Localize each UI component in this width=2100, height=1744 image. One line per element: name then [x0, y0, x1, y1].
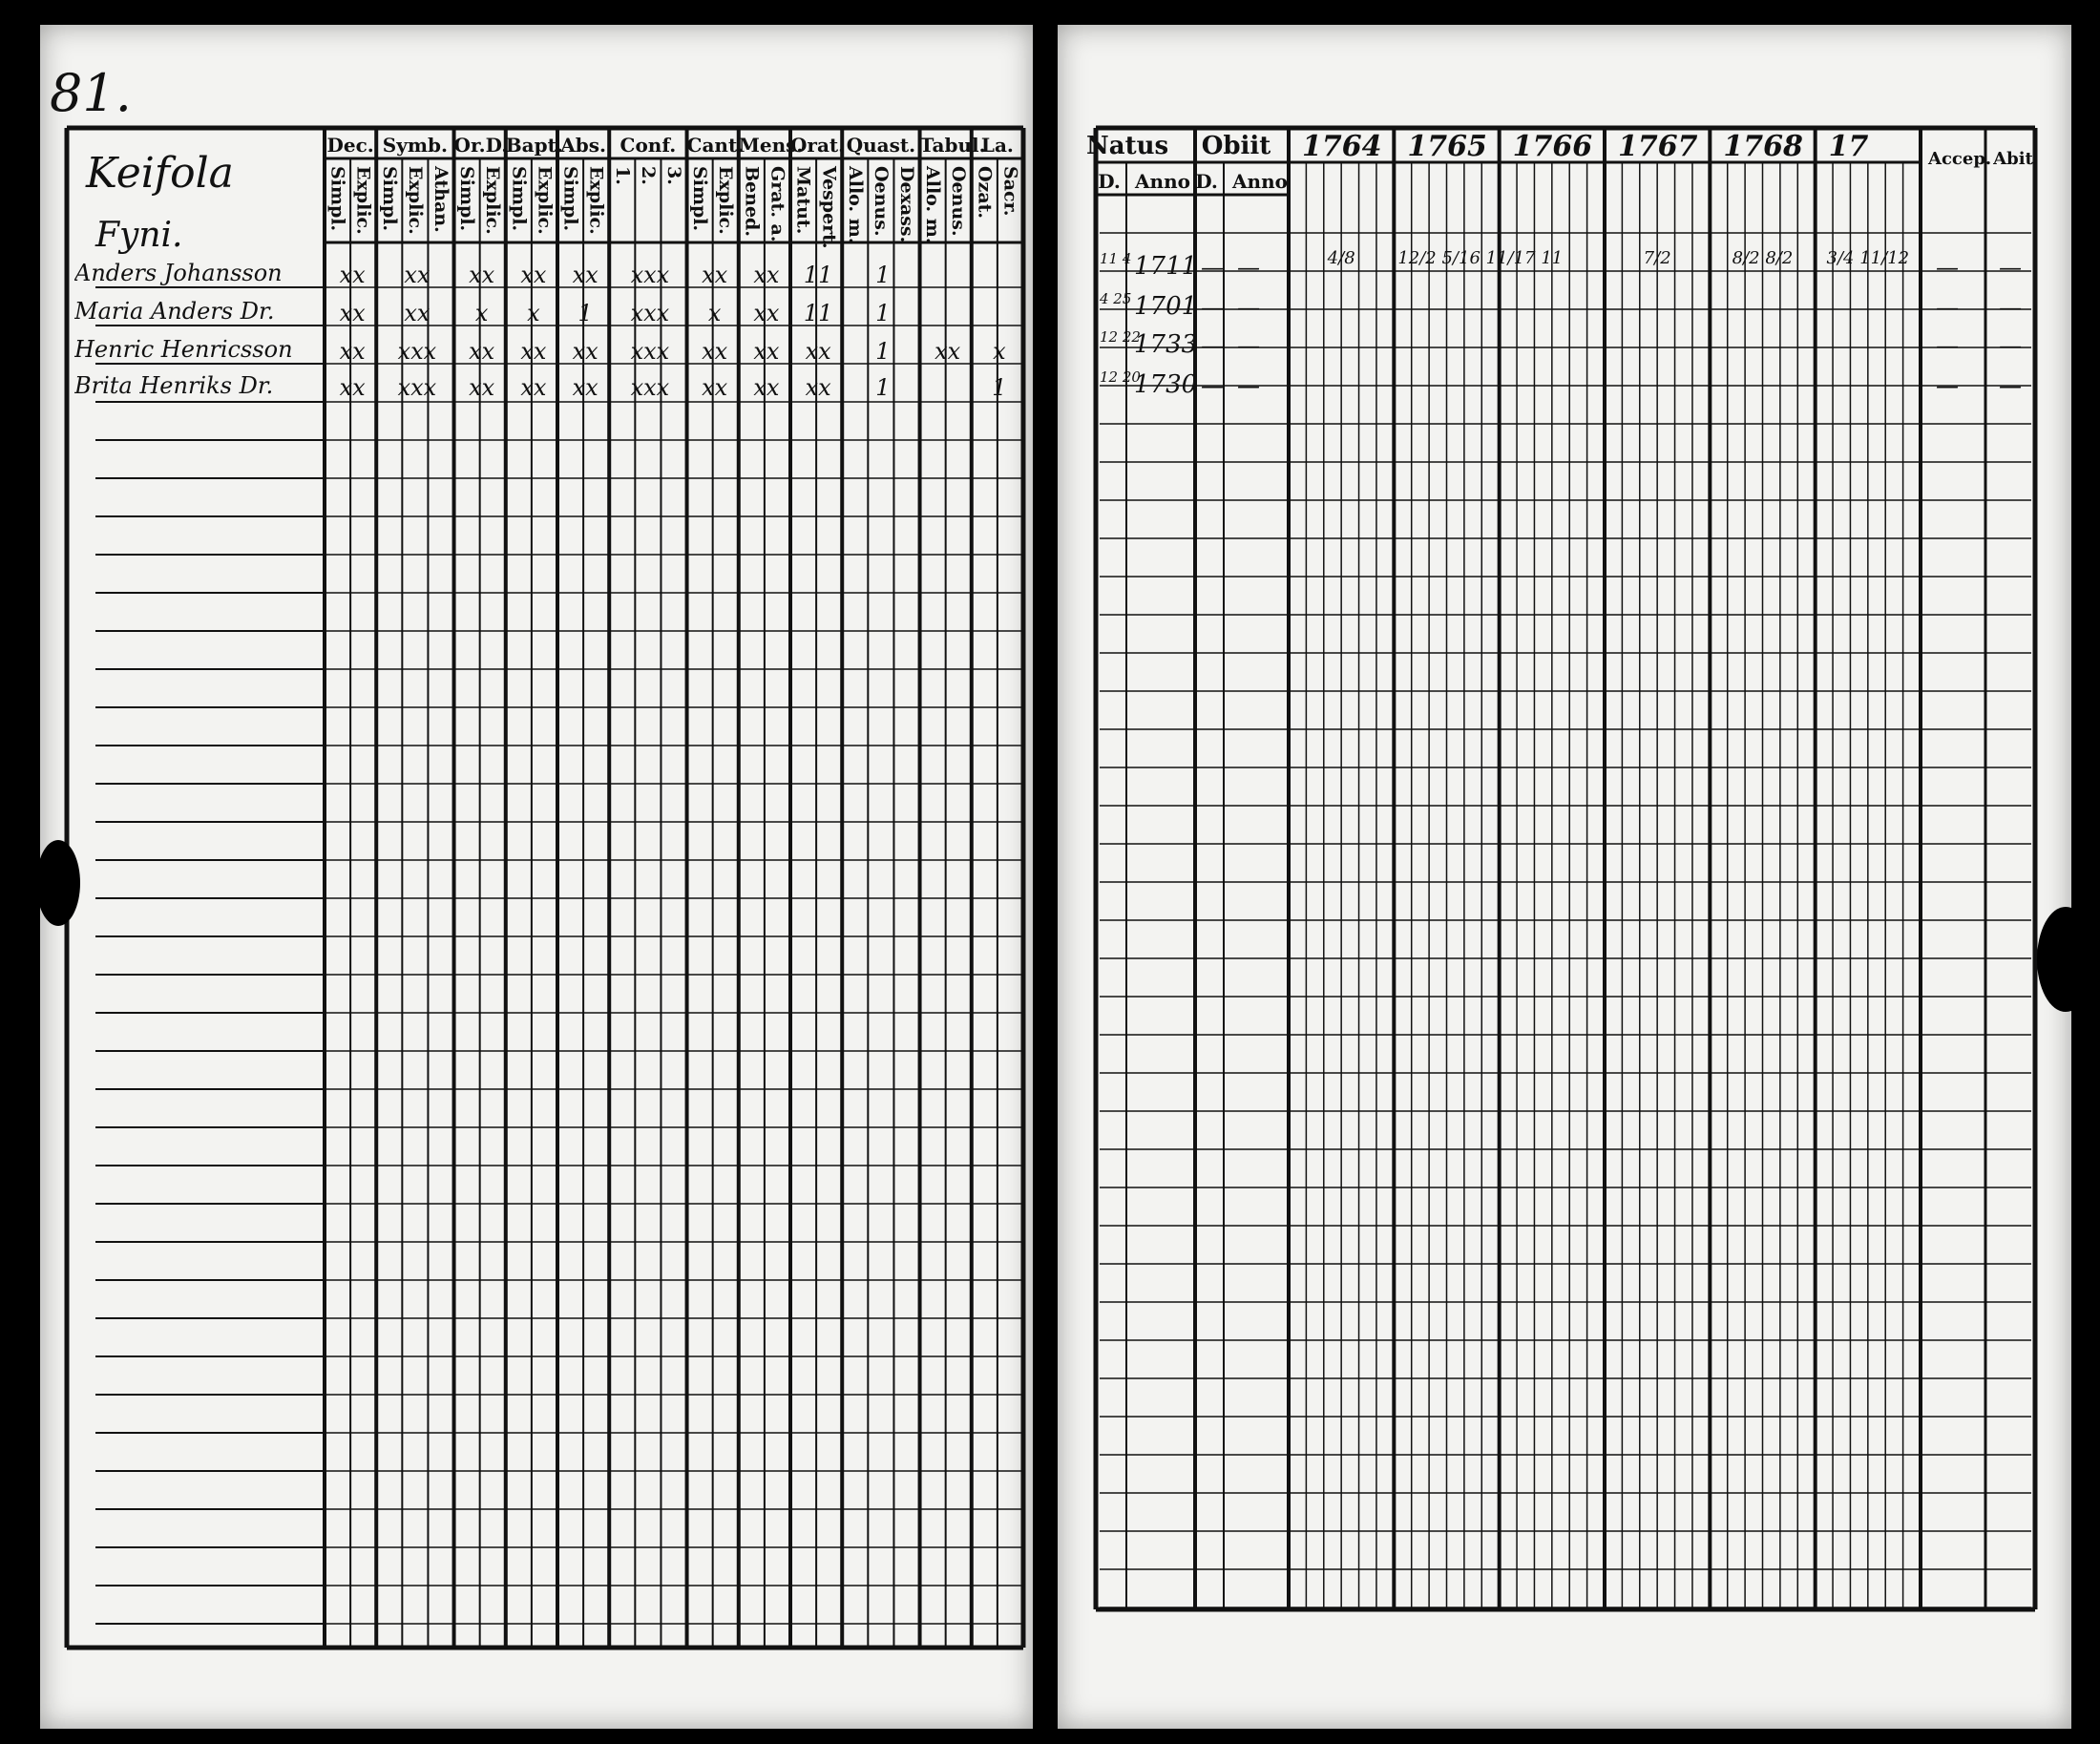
sub-header: 2.	[637, 166, 659, 185]
exam-mark: x	[474, 300, 489, 326]
accept-cell: —	[1936, 372, 1959, 399]
exam-mark: xx	[339, 300, 366, 326]
exam-mark: xx	[572, 262, 598, 288]
person-name: Brita Henriks Dr.	[74, 372, 274, 399]
village-sub-label: Fyni.	[95, 216, 183, 255]
exam-mark: xx	[339, 338, 366, 365]
sub-header: Sacr.	[999, 166, 1021, 217]
exam-mark: xx	[753, 338, 780, 365]
accept-cell: —	[1936, 254, 1959, 281]
group-header: La.	[980, 134, 1014, 157]
exam-mark: xx	[339, 374, 366, 401]
group-header: Symb.	[382, 134, 448, 157]
sub-header: Grat. a.	[766, 166, 788, 242]
natus-year-header: Anno	[1135, 170, 1190, 193]
exam-mark: xx	[404, 262, 430, 288]
sub-header: Explic.	[585, 166, 607, 235]
village-label: Keifola	[86, 149, 234, 198]
exam-mark: xxx	[630, 338, 670, 365]
sub-header: Simpl.	[378, 166, 400, 232]
natus-header: Natus	[1086, 132, 1169, 160]
sub-header: Simpl.	[559, 166, 581, 232]
sub-header: Allo. m.	[844, 166, 866, 244]
abit-cell: —	[1999, 254, 2022, 281]
birth-year: 1711	[1134, 252, 1198, 281]
group-header: Abs.	[560, 134, 606, 157]
sub-header: Matut.	[792, 166, 814, 235]
year-entry: 3/4 11/12	[1826, 248, 1910, 268]
birth-year: 1701	[1134, 292, 1198, 321]
year-header: 1768	[1723, 130, 1803, 163]
exam-mark: 1	[875, 374, 891, 401]
birth-day: 12 22	[1100, 328, 1141, 346]
abit-header: Abit	[1993, 149, 2033, 169]
year-header: 17	[1828, 130, 1869, 163]
group-header: Conf.	[620, 134, 677, 157]
exam-mark: xx	[469, 374, 495, 401]
birth-year: 1733	[1134, 330, 1198, 359]
birth-day: 11 4	[1100, 250, 1132, 267]
group-header: Dec.	[326, 134, 374, 157]
person-name: Anders Johansson	[74, 260, 283, 286]
exam-mark: xx	[520, 374, 547, 401]
sub-header: Oenus.	[870, 166, 892, 237]
person-name: Henric Henricsson	[74, 336, 293, 363]
exam-mark: xx	[702, 338, 728, 365]
sub-header: Explic.	[534, 166, 556, 235]
right-page	[1058, 25, 2071, 1729]
sub-header: 1.	[611, 166, 633, 185]
group-header: Cant.	[686, 134, 745, 157]
exam-mark: 1	[875, 338, 891, 365]
accept-cell: —	[1936, 294, 1959, 321]
year-entry: 4/8	[1327, 248, 1355, 268]
person-name: Maria Anders Dr.	[74, 298, 275, 325]
exam-mark: x	[993, 338, 1006, 365]
exam-mark: xx	[572, 338, 598, 365]
exam-mark: xx	[753, 262, 780, 288]
year-entry: 7/2	[1643, 248, 1671, 268]
group-header: Or.D.	[453, 134, 509, 157]
obiit-year: —	[1237, 372, 1260, 399]
year-entry: 8/2 8/2	[1732, 248, 1794, 268]
year-header: 1764	[1302, 130, 1382, 163]
sub-header: Bened.	[741, 166, 763, 237]
accept-cell: —	[1936, 332, 1959, 359]
exam-mark: xx	[469, 338, 495, 365]
exam-mark: 1	[875, 262, 891, 288]
abit-cell: —	[1999, 372, 2022, 399]
exam-mark: xx	[805, 374, 831, 401]
sub-header: Allo. m.	[922, 166, 944, 244]
group-header: Bapt.	[505, 134, 563, 157]
exam-mark: xx	[753, 374, 780, 401]
year-header: 1767	[1618, 130, 1698, 163]
exam-mark: xxx	[630, 374, 670, 401]
exam-mark: xx	[520, 338, 547, 365]
obiit-day: —	[1201, 372, 1224, 399]
obiit-year: —	[1237, 254, 1260, 281]
binding-stain-left	[36, 840, 80, 926]
page-number: 81.	[50, 63, 132, 123]
sub-header: Explic.	[482, 166, 504, 235]
abit-cell: —	[1999, 332, 2022, 359]
exam-mark: 1	[875, 300, 891, 326]
exam-mark: xxx	[630, 262, 670, 288]
birth-day: 12 20	[1100, 368, 1141, 386]
sub-header: Simpl.	[326, 166, 348, 232]
year-header: 1766	[1512, 130, 1593, 163]
exam-mark: 1	[578, 300, 593, 326]
sub-header: Oenus.	[948, 166, 970, 237]
obiit-day: —	[1201, 294, 1224, 321]
sub-header: Vespert.	[818, 166, 840, 249]
year-entry: 11	[1541, 248, 1564, 268]
exam-mark: xx	[805, 338, 831, 365]
exam-mark: x	[527, 300, 540, 326]
sub-header: Athan.	[430, 166, 452, 233]
sub-header: Explic.	[404, 166, 426, 235]
exam-mark: xxx	[397, 338, 437, 365]
exam-mark: x	[707, 300, 722, 326]
exam-mark: xx	[404, 300, 430, 326]
sub-header: Ozat.	[974, 166, 996, 220]
sub-header: Dexass.	[896, 166, 917, 243]
exam-mark: xx	[702, 262, 728, 288]
group-header: Mens.	[738, 134, 804, 157]
accept-header: Accep.	[1928, 149, 1992, 169]
exam-mark: xx	[934, 338, 961, 365]
obiit-year: —	[1237, 294, 1260, 321]
exam-mark: xx	[753, 300, 780, 326]
sub-header: Explic.	[715, 166, 737, 235]
sub-header: Simpl.	[508, 166, 530, 232]
exam-mark: xxx	[630, 300, 670, 326]
natus-day-header: D.	[1098, 170, 1121, 193]
sub-header: Simpl.	[456, 166, 478, 232]
exam-mark: xx	[469, 262, 495, 288]
birth-day: 4 25	[1100, 290, 1132, 307]
left-page	[40, 25, 1033, 1729]
binding-stain-right	[2037, 907, 2094, 1012]
obiit-year: —	[1237, 332, 1260, 359]
sub-header: Simpl.	[689, 166, 711, 232]
sub-header: Explic.	[352, 166, 374, 235]
birth-year: 1730	[1134, 370, 1198, 399]
exam-mark: xx	[339, 262, 366, 288]
exam-mark: 11	[803, 262, 833, 288]
obiit-header: Obiit	[1201, 132, 1271, 160]
exam-mark: xx	[572, 374, 598, 401]
exam-mark: 1	[992, 374, 1007, 401]
group-header: Quast.	[846, 134, 916, 157]
obiit-year-header: Anno	[1232, 170, 1288, 193]
group-header: Orat.	[790, 134, 846, 157]
exam-mark: xx	[702, 374, 728, 401]
sub-header: 3.	[663, 166, 684, 185]
exam-mark: xx	[520, 262, 547, 288]
obiit-day: —	[1201, 332, 1224, 359]
exam-mark: 11	[803, 300, 833, 326]
year-header: 1765	[1407, 130, 1487, 163]
year-entry: 12/2 5/16 11/17	[1397, 248, 1536, 268]
exam-mark: xxx	[397, 374, 437, 401]
abit-cell: —	[1999, 294, 2022, 321]
obiit-day-header: D.	[1195, 170, 1218, 193]
obiit-day: —	[1201, 254, 1224, 281]
group-header: Tabul.	[919, 134, 986, 157]
